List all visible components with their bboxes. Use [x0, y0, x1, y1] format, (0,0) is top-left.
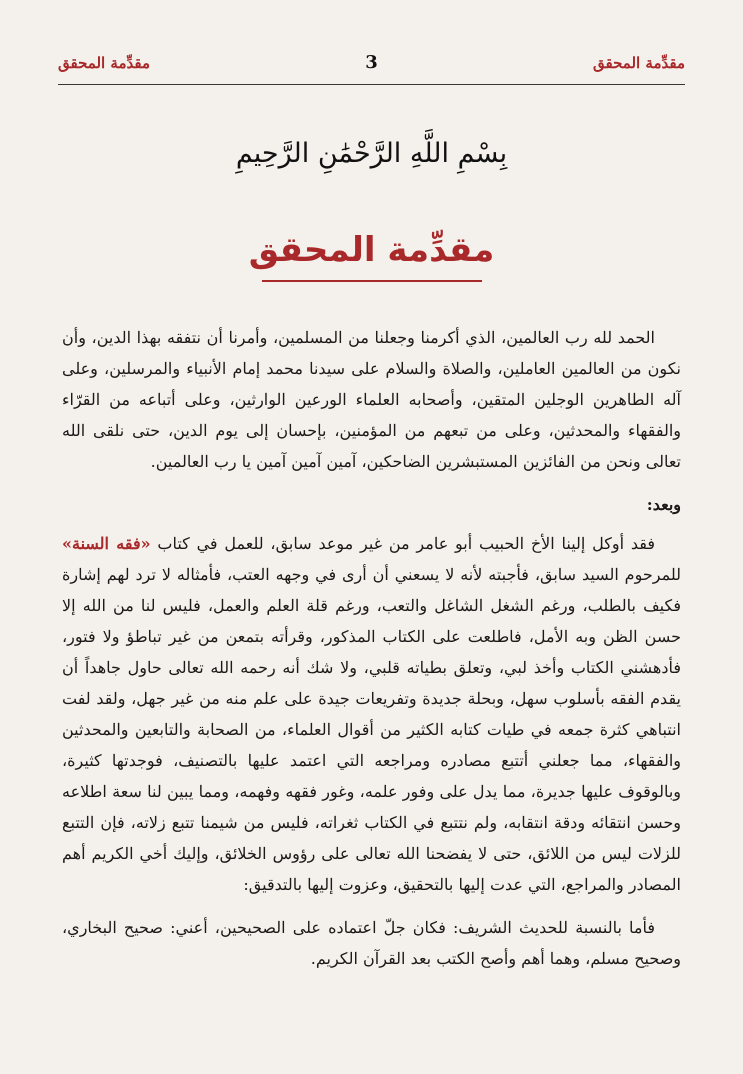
book-title-highlight: «فقه السنة»: [62, 534, 151, 553]
paragraph-intro: [62, 528, 681, 900]
paragraph-intro-rest: للمرحوم السيد سابق، فأجبته لأنه لا يسعني أن أرى في وجهه العتب، فأمثاله لا ترد لهم إشارة فكيف بالطلب، ورغم الشغل الشاغل والتعب، ورغم قلة العلم والعمل، فليس لنا من الله إلا حسن الظن وبه الأمل، فاطلعت على الكتاب المذكور، وقرأته بتمعن من غير تباطؤ ولا فتور، فأدهشني الكتاب وأخذ لبي، وتعلق بطياته قلبي، ولا شك أنه رحمه الله تعالى حاول جاهداً أن يقدم الفقه بأسلوب سهل، وبحلة جديدة وتفريعات جيدة على علم منه من غير جهل، ولقد لفت انتباهي كثرة جمعه في طيات كتابه الكثير من أقوال العلماء، من الصحابة والتابعين والمحدثين والفقهاء، مما جعلني أتتبع مصادره ومراجعه التي اعتمد عليها بالتصنيف، فوجدتها كثيرة، وبالوقوف عليها جديرة، مما يدل على وفور علمه، وغور فقهه وفهمه، ومما يبين لنا سعة اطلاعه وحسن انتقائه ودقة انتقابه، ولم نتتبع في الكتاب ثغراته، فليس من شيمنا تتبع زلاته، فإن التتبع للزلات ليس من اللائق، حتى لا يفضحنا الله تعالى على رؤوس الخلائق، وإليك أخي الكريم أهم المصادر والمراجع، التي عدت إليها بالتحقيق، وعزوت إليها بالتدقيق:: [62, 565, 682, 894]
running-title-right: مقدِّمة المحقق: [593, 54, 685, 72]
paragraph-hadith: فأما بالنسبة للحديث الشريف: فكان جلّ اعتماده على الصحيحين، أعني: صحيح البخاري، وصحيح مسلم، وهما أهم وأصح الكتب بعد القرآن الكريم.: [62, 918, 681, 968]
paragraph-wabad: وبعد:: [646, 495, 681, 514]
paragraph-praise: الحمد لله رب العالمين، الذي أكرمنا وجعلنا من المسلمين، وأمرنا أن نتفقه بهذا الدين، وأن نكون من العالمين العاملين، والصلاة والسلام على سيدنا محمد إمام الأنبياء والمرسلين، وعلى آله الطاهرين الوجلين المتقين، وأصحابه العلماء الورعين الوارثين، وعلى أتباعه من القرّاء والفقهاء والمحدثين، وعلى من تبعهم من المؤمنين، بإحسان إلى يوم الدين، حتى نلقى الله تعالى ونحن من الفائزين المستبشرين الضاحكين، آمين آمين آمين يا رب العالمين.: [62, 328, 682, 471]
running-header: [58, 48, 685, 85]
page-title: مقدِّمة المحقق: [248, 230, 495, 270]
title-underline: [262, 280, 482, 282]
paragraph-intro-start: فقد أوكل إلينا الأخ الحبيب أبو عامر من غير موعد سابق، للعمل في كتاب: [150, 534, 656, 553]
body-text: [62, 322, 681, 986]
running-title-left: مقدِّمة المحقق: [58, 54, 150, 72]
page-number: 3: [365, 52, 378, 73]
basmala: بِسْمِ اللَّهِ الرَّحْمَٰنِ الرَّحِيمِ: [235, 138, 508, 169]
